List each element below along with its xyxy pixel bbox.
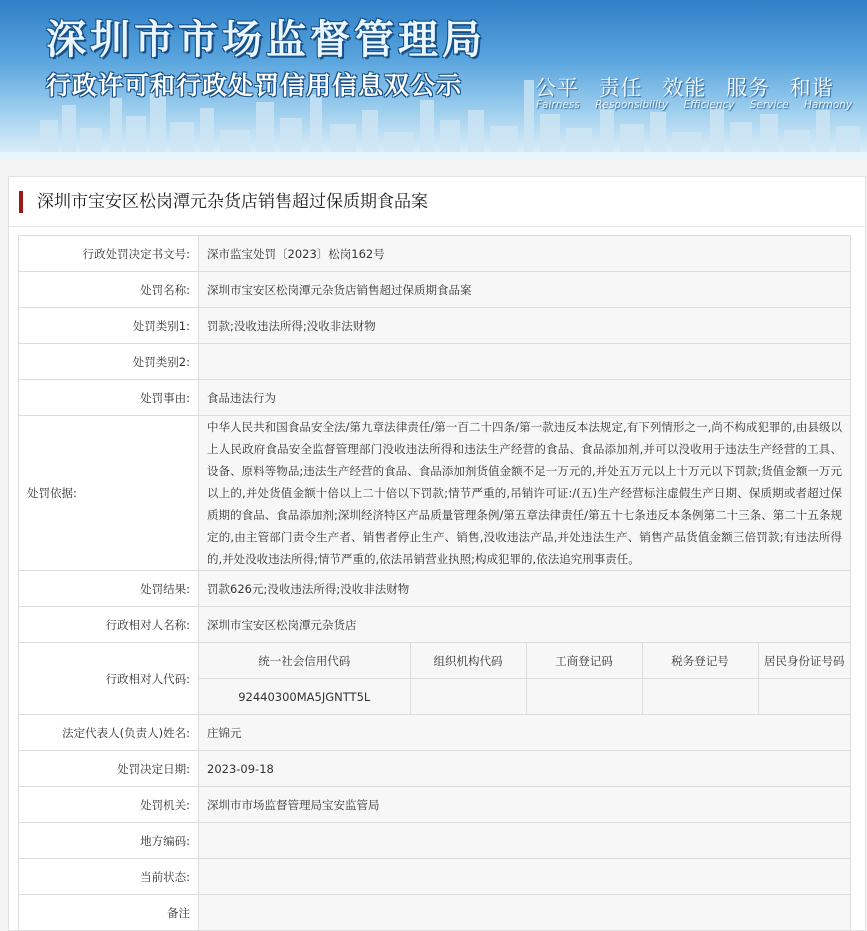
row-penalty-type1	[19, 308, 851, 344]
slogan-en-responsibility: Responsibility	[595, 99, 669, 111]
row-reason	[19, 380, 851, 416]
value-remarks	[199, 895, 851, 931]
value-credit-code: 92440300MA5JGNTT5L	[199, 679, 410, 715]
header-id-number: 居民身份证号码	[758, 643, 850, 679]
value-status	[199, 859, 851, 895]
row-penalty-name	[19, 272, 851, 308]
label-legal-rep: 法定代表人(负责人)姓名:	[19, 715, 199, 751]
label-penalty-name: 处罚名称:	[19, 272, 199, 308]
value-reason: 食品违法行为	[199, 380, 851, 416]
header-slogan-cn	[535, 72, 846, 102]
row-decision-no	[19, 236, 851, 272]
label-region-code: 地方编码:	[19, 823, 199, 859]
slogan-fairness: 公平	[535, 76, 579, 100]
header-business-reg: 工商登记码	[526, 643, 642, 679]
header-org-code: 组织机构代码	[410, 643, 526, 679]
label-decision-date: 处罚决定日期:	[19, 751, 199, 787]
row-party-name	[19, 607, 851, 643]
label-status: 当前状态:	[19, 859, 199, 895]
party-code-value-row	[199, 679, 850, 715]
label-result: 处罚结果:	[19, 571, 199, 607]
header-slogan-en	[536, 99, 864, 111]
header-tax-reg: 税务登记号	[642, 643, 758, 679]
value-result: 罚款626元;没收违法所得;没收非法财物	[199, 571, 851, 607]
value-decision-no: 深市监宝处罚〔2023〕松岗162号	[199, 236, 851, 272]
case-title: 深圳市宝安区松岗潭元杂货店销售超过保质期食品案	[19, 191, 428, 213]
slogan-en-service: Service	[749, 99, 789, 111]
slogan-en-harmony: Harmony	[803, 99, 853, 111]
value-penalty-name: 深圳市宝安区松岗潭元杂货店销售超过保质期食品案	[199, 272, 851, 308]
slogan-en-fairness: Fairness	[536, 99, 580, 111]
row-decision-date	[19, 751, 851, 787]
slogan-responsibility: 责任	[598, 76, 643, 100]
value-org-code	[410, 679, 526, 715]
value-penalty-type1: 罚款;没收违法所得;没收非法财物	[199, 308, 851, 344]
label-party-code: 行政相对人代码:	[19, 643, 199, 715]
value-tax-reg	[642, 679, 758, 715]
header-subtitle: 行政许可和行政处罚信用信息双公示	[46, 71, 463, 100]
row-party-code	[19, 643, 851, 715]
header-credit-code: 统一社会信用代码	[199, 643, 410, 679]
label-basis: 处罚依据:	[19, 416, 199, 571]
party-code-table	[199, 643, 850, 714]
row-authority	[19, 787, 851, 823]
party-code-header-row	[199, 643, 850, 679]
value-region-code	[199, 823, 851, 859]
row-region-code	[19, 823, 851, 859]
label-party-name: 行政相对人名称:	[19, 607, 199, 643]
row-legal-rep	[19, 715, 851, 751]
label-authority: 处罚机关:	[19, 787, 199, 823]
row-status	[19, 859, 851, 895]
value-party-name: 深圳市宝安区松岗潭元杂货店	[199, 607, 851, 643]
value-id-number	[758, 679, 850, 715]
value-legal-rep: 庄锦元	[199, 715, 851, 751]
row-remarks	[19, 895, 851, 931]
header-title: 深圳市市场监督管理局	[46, 17, 486, 63]
row-penalty-type2	[19, 344, 851, 380]
row-basis	[19, 416, 851, 571]
slogan-harmony: 和谐	[789, 76, 834, 100]
title-divider	[9, 226, 865, 227]
row-result	[19, 571, 851, 607]
label-penalty-type1: 处罚类别1:	[19, 308, 199, 344]
case-detail-panel	[8, 176, 866, 931]
value-basis: 中华人民共和国食品安全法/第九章法律责任/第一百二十四条/第一款违反本法规定,有下列情形之一,尚不构成犯罪的,由县级以上人民政府食品安全监督管理部门没收违法所得和违法生产经营的食品、食品添加剂,并可以没收用于违法生产经营的工具、设备、原料等物品;违法生产经营的食品、食品添加剂货值金额不足一万元的,并处五万元以上十万元以下罚款;货值金额一万元以上的,并处货值金额十倍以上二十倍以下罚款;情节严重的,吊销许可证:/(五)生产经营标注虚假生产日期、保质期或者超过保质期的食品、食品添加剂;深圳经济特区产品质量管理条例/第五章法律责任/第五十七条违反本条例第二十三条、第二十五条规定的,由主管部门责令生产者、销售者停止生产、销售,没收违法产品,并处违法生产、销售产品货值金额三倍罚款;有违法所得的,并处没收违法所得;情节严重的,依法吊销营业执照;构成犯罪的,依法追究刑事责任。	[199, 416, 851, 571]
slogan-efficiency: 效能	[662, 76, 707, 100]
value-decision-date: 2023-09-18	[199, 751, 851, 787]
value-penalty-type2	[199, 344, 851, 380]
slogan-en-efficiency: Efficiency	[683, 99, 735, 111]
label-penalty-type2: 处罚类别2:	[19, 344, 199, 380]
value-business-reg	[526, 679, 642, 715]
party-code-cell	[199, 643, 851, 715]
label-remarks: 备注	[19, 895, 199, 931]
slogan-service: 服务	[726, 76, 771, 100]
header-banner	[0, 0, 867, 160]
value-authority: 深圳市市场监督管理局宝安监管局	[199, 787, 851, 823]
label-decision-no: 行政处罚决定书文号:	[19, 236, 199, 272]
label-reason: 处罚事由:	[19, 380, 199, 416]
case-info-table	[18, 235, 851, 931]
